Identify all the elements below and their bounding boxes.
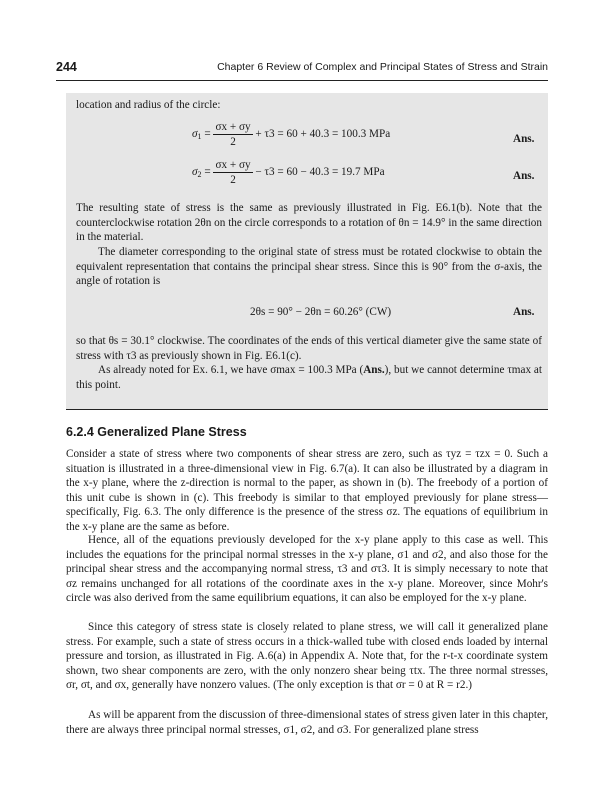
eq1-lhs: σ bbox=[192, 128, 198, 141]
eq2-lhs: σ bbox=[192, 166, 198, 179]
eq2-fraction bbox=[213, 159, 252, 186]
eq1-lhs-sub: 1 bbox=[197, 132, 202, 142]
example-para-3: so that θs = 30.1° clockwise. The coordinates of the ends of this vertical diameter give the same state of stress with τ3 as previously shown in Fig. E6.1(c). bbox=[76, 335, 542, 362]
eq1-rest: + τ3 = 60 + 40.3 = 100.3 MPa bbox=[255, 128, 391, 141]
para4-ans-bold: Ans. bbox=[363, 364, 385, 376]
example-para-4 bbox=[76, 363, 542, 392]
example-para-1: The resulting state of stress is the same as previously illustrated in Fig. E6.1(b). Note that the counterclockwise rotation 2θn on the circle corresponds to a rotation of θn = 14.9° in the same direction in the material. bbox=[76, 202, 542, 244]
eq2-lhs-sub: 2 bbox=[197, 170, 202, 180]
equation-sigma1: $\sigma_1$ = $\frac{\sigma x + \sigma y}{2}$ + τ3 = 60 + 40.3 = 100.3 MPa bbox=[192, 121, 391, 148]
page-number: 244 bbox=[56, 60, 77, 74]
eq1-ans: Ans. bbox=[513, 133, 535, 145]
para4-text-a: As already noted for Ex. 6.1, we have σmax = 100.3 MPa ( bbox=[98, 364, 364, 376]
section-para-3: Since this category of stress state is closely related to plane stress, we will call it generalized plane stress. For example, such a state of stress occurs in a thick-walled tube with closed ends loaded by internal pressure and torsion, as illustrated in Fig. A.6(a) in Appendix A. Note that, for the r-t-x coordinate system shown, two shear components are zero, with the only nonzero shear being τtx. The three normal stresses, σr, σt, and σx, generally have nonzero values. (The only exception is that σr = 0 at R = r2.) bbox=[66, 621, 548, 692]
section-para-2: Hence, all of the equations previously developed for the x-y plane apply to this case as well. This includes the equations for the principal normal stresses in the x-y plane, σ1 and σ2, and also those for the principal shear stress and the accompanying normal stress, τ3 and στ3. It is simply necessary to note that σz remains unchanged for all rotations of the coordinate axes in the x-y plane. Moreover, since Mohr's circle was also derived from the same equilibrium equations, it can also be employed for the x-y plane. bbox=[66, 534, 548, 605]
running-head: Chapter 6 Review of Complex and Principal States of Stress and Strain bbox=[217, 61, 548, 73]
section-para-4: As will be apparent from the discussion of three-dimensional states of stress given later in this chapter, there are always three principal normal stresses, σ1, σ2, and σ3. For generalized plane stress bbox=[66, 709, 548, 736]
example-para-2: The diameter corresponding to the original state of stress must be rotated clockwise to obtain the equivalent representation that contains the principal shear stress. Since this is 90° from the σ-axis, the angle of rotation is bbox=[76, 246, 542, 288]
section-title: 6.2.4 Generalized Plane Stress bbox=[66, 425, 247, 439]
eq1-numerator: σx + σy bbox=[215, 121, 251, 133]
eq2-numerator: σx + σy bbox=[215, 159, 251, 171]
eq3-ans: Ans. bbox=[513, 306, 535, 318]
header-rule bbox=[56, 80, 548, 81]
eq2-rest: − τ3 = 60 − 40.3 = 19.7 MPa bbox=[255, 166, 385, 179]
example-end-rule bbox=[66, 409, 548, 410]
eq1-denominator: 2 bbox=[230, 136, 236, 148]
eq1-fraction bbox=[213, 121, 252, 148]
para4-text-b: ), but we cannot determine τmax at this point. bbox=[76, 364, 542, 391]
page-header bbox=[56, 60, 548, 78]
eq2-denominator: 2 bbox=[230, 174, 236, 186]
section-para-1: Consider a state of stress where two components of shear stress are zero, such as τyz = τzx = 0. Such a situation is illustrated in a three-dimensional view in Fig. 6.7(a). It can also be illustrated by a diagram in the x-y plane, where the z-direction is normal to the paper, as shown in (b). The freebody of a portion of this unit cube is shown in (c). This freebody is similar to that employed previously for plane stress—specifically, Fig. 6.3. The only difference is the presence of the stress σz. The equations of equilibrium in the x-y plane are the same as before. bbox=[66, 448, 548, 533]
eq2-ans: Ans. bbox=[513, 170, 535, 182]
equation-theta-s: 2θs = 90° − 2θn = 60.26° (CW) bbox=[250, 306, 392, 318]
example-intro: location and radius of the circle: bbox=[76, 99, 221, 111]
equation-sigma2: $\sigma_2$ = $\frac{\sigma x + \sigma y}{2}$ − τ3 = 60 − 40.3 = 19.7 MPa bbox=[192, 159, 385, 186]
